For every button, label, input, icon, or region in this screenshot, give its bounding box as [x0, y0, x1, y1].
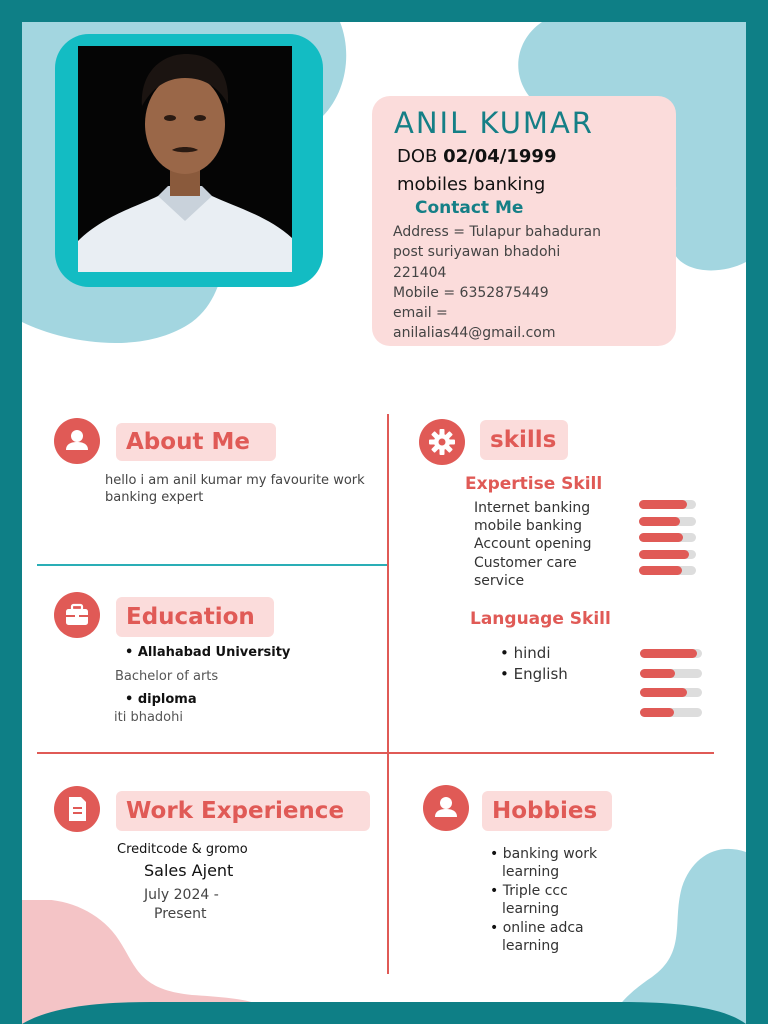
work-role: Sales Ajent [144, 861, 234, 880]
divider-red [37, 752, 714, 754]
contact-details [393, 222, 673, 344]
skill-level-bar [639, 533, 696, 542]
about-line: hello i am anil kumar my favourite work [105, 473, 365, 488]
language-bars [640, 649, 703, 719]
document-icon [54, 786, 100, 832]
contact-heading: Contact Me [415, 198, 524, 218]
photo-frame [55, 34, 323, 287]
footer-band [22, 1000, 746, 1024]
candidate-name: ANIL KUMAR [394, 106, 594, 140]
contact-line: email = [393, 305, 448, 322]
skill-level-fill [640, 649, 697, 658]
hobbies-list [490, 845, 640, 955]
skill-level-bar [639, 517, 696, 526]
about-text [105, 472, 375, 506]
hobby-item [490, 845, 640, 882]
hobby-item [490, 919, 640, 956]
skill-level-fill [639, 500, 687, 509]
expertise-heading: Expertise Skill [465, 474, 603, 494]
contact-line: post suriyawan bhadohi [393, 244, 561, 261]
expertise-item: mobile banking [474, 518, 583, 535]
work-period-line: Present [154, 906, 207, 922]
skill-level-fill [639, 517, 680, 526]
hobby-line: learning [502, 938, 560, 955]
skill-level-bar [640, 669, 702, 678]
contact-line: 221404 [393, 264, 447, 281]
contact-line: Mobile = 6352875449 [393, 284, 549, 301]
skill-level-fill [639, 533, 683, 542]
education-list [115, 644, 385, 727]
dob-value: 02/04/1999 [443, 146, 557, 167]
work-company: Creditcode & gromo [117, 842, 248, 857]
work-period-line: July 2024 - [144, 887, 219, 903]
hobbies-section-icon [423, 785, 469, 831]
skill-level-bar [639, 566, 696, 575]
user-icon [423, 785, 469, 831]
education-item-detail: iti bhadohi [114, 710, 183, 725]
hobby-item [490, 882, 640, 919]
education-title: Allahabad University [137, 645, 291, 660]
education-title: diploma [137, 692, 197, 707]
skill-level-bar [640, 649, 702, 658]
language-heading: Language Skill [470, 609, 611, 629]
skills-section-icon [419, 419, 465, 465]
date-of-birth [397, 146, 556, 167]
expertise-item: Account opening [474, 536, 592, 553]
expertise-bars [639, 500, 697, 580]
work-period [144, 886, 219, 924]
about-section-icon [54, 418, 100, 464]
skill-level-bar [639, 550, 696, 559]
expertise-item: Customer care [474, 554, 577, 571]
gear-icon [419, 419, 465, 465]
hobby-line: Triple ccc [502, 882, 568, 899]
work-heading: Work Experience [116, 791, 370, 831]
skill-level-bar [640, 708, 702, 717]
education-item-title: • Allahabad University [125, 645, 291, 660]
skills-heading: skills [480, 420, 568, 460]
about-heading: About Me [116, 423, 276, 461]
about-line: banking expert [105, 490, 204, 505]
education-item-detail: Bachelor of arts [115, 669, 219, 684]
vertical-divider [387, 414, 389, 974]
education-heading: Education [116, 597, 274, 637]
skill-level-fill [640, 669, 675, 678]
header-card [372, 96, 676, 346]
hobby-line: learning [502, 864, 560, 881]
hobby-line: banking work [502, 846, 598, 862]
expertise-item: service [474, 572, 525, 589]
hobbies-heading: Hobbies [482, 791, 612, 831]
dob-label: DOB [397, 146, 438, 167]
language-list [500, 643, 568, 685]
skill-level-fill [640, 688, 687, 697]
education-item-title: • diploma [125, 692, 197, 707]
contact-line: anilalias44@gmail.com [393, 325, 556, 342]
contact-line: Address = Tulapur bahaduran [393, 224, 602, 240]
briefcase-icon [54, 592, 100, 638]
divider-teal [37, 564, 387, 566]
skill-level-bar [639, 500, 696, 509]
expertise-list [474, 499, 634, 590]
expertise-item: Internet banking [474, 500, 591, 516]
hobby-line: online adca [502, 919, 584, 936]
skill-level-fill [639, 566, 682, 575]
skill-level-fill [640, 708, 674, 717]
work-section-icon [54, 786, 100, 832]
hobby-line: learning [502, 901, 560, 918]
skill-level-bar [640, 688, 702, 697]
tagline: mobiles banking [397, 174, 546, 195]
language-item: • English [500, 664, 568, 685]
education-section-icon [54, 592, 100, 638]
language-item: • hindi [500, 643, 568, 664]
resume-page [22, 22, 746, 1024]
profile-photo [78, 46, 292, 272]
user-icon [54, 418, 100, 464]
skill-level-fill [639, 550, 689, 559]
